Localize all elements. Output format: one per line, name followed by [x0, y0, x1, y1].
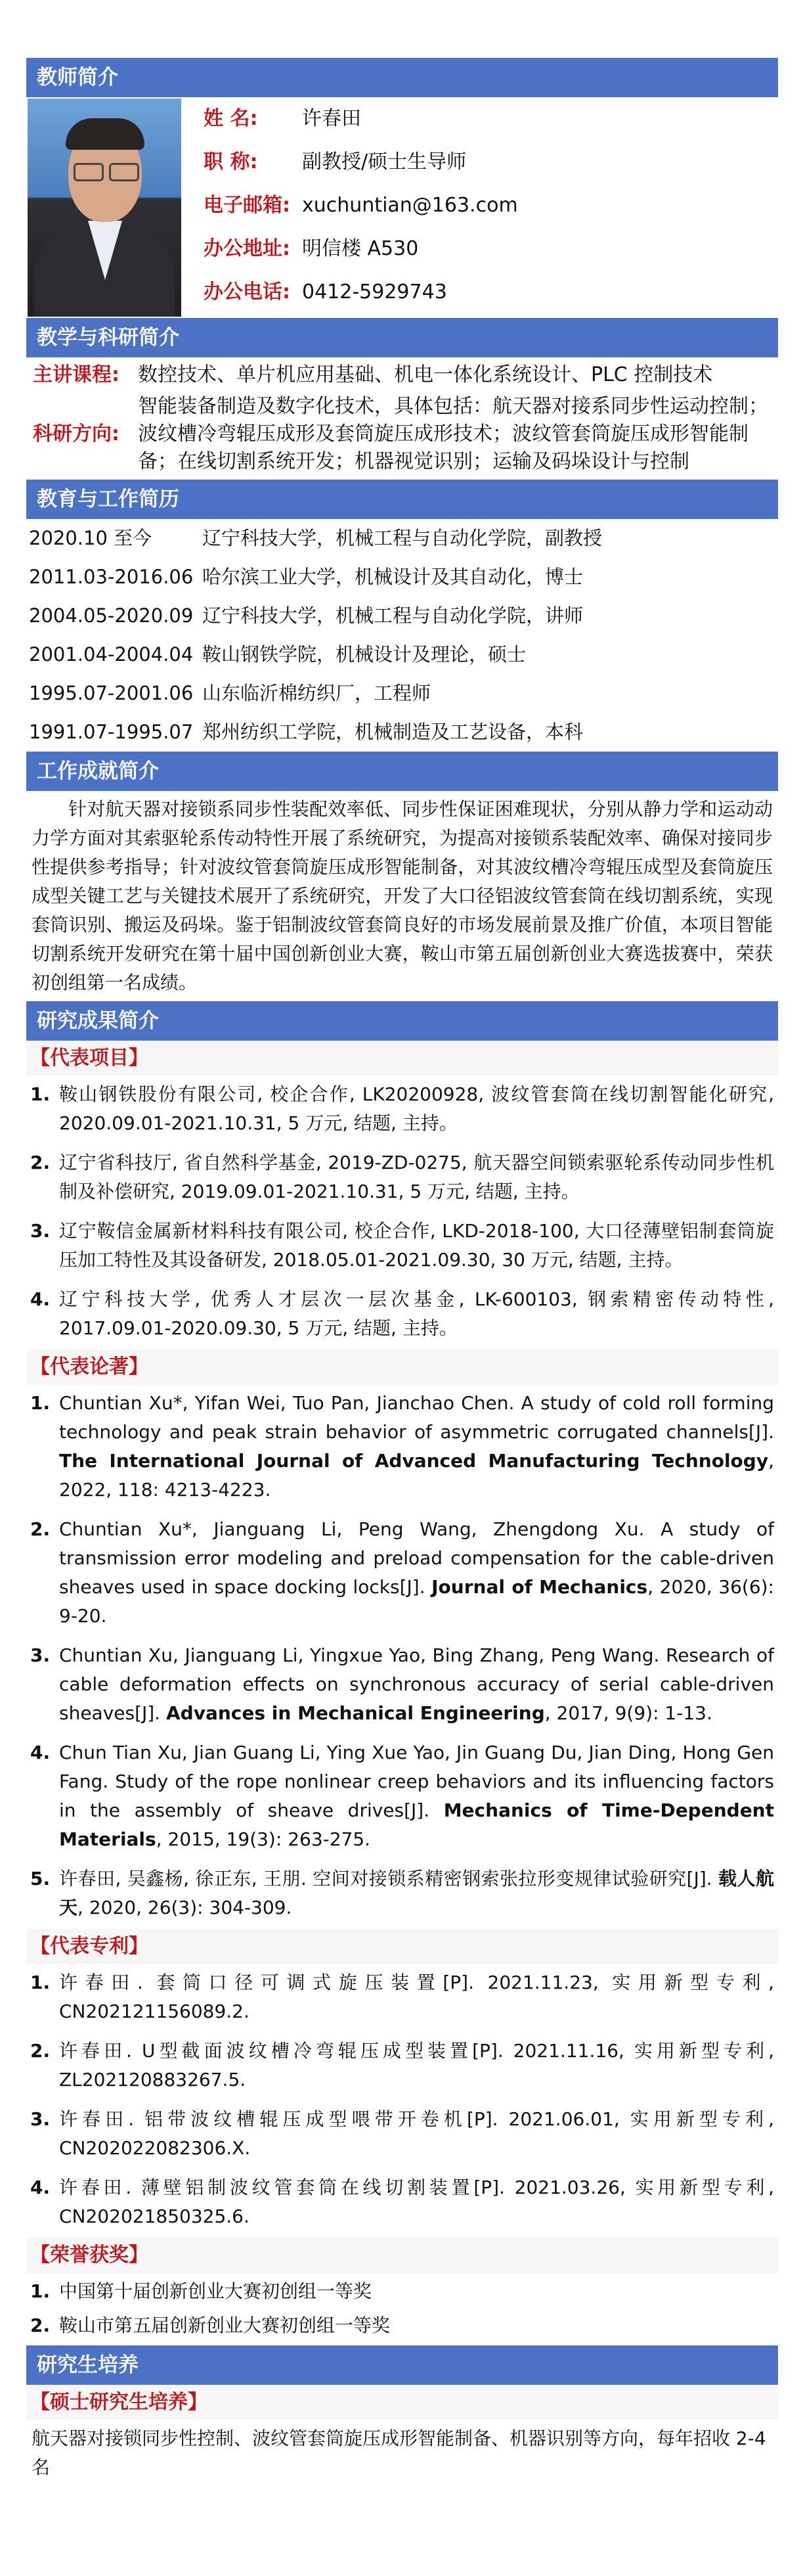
- list-item: 4. Chun Tian Xu, Jian Guang Li, Ying Xue Yao, Jin Guang Du, Jian Ding, Hong Gen Fang. Study of the rope nonlinear creep behaviors and its influencing factors in the assembly of sheave drives[J]. Mechanics of Time-Dependent Materials, 2015, 19(3): 263-275.: [30, 1742, 775, 1850]
- office-value: 明信楼 A530: [302, 237, 419, 260]
- papers-heading: 【代表论著】: [26, 1349, 778, 1385]
- list-item: 2. 辽宁省科技厅, 省自然科学基金, 2019-ZD-0275, 航天器空间锁索驱轮系传动同步性机制及补偿研究, 2019.09.01-2021.10.31, 5 万元, 结题, 主持。: [30, 1152, 774, 1202]
- education-row: 2011.03-2016.06 哈尔滨工业大学，机械设计及其自动化，博士: [29, 566, 584, 588]
- email-value[interactable]: xuchuntian@163.com: [302, 194, 518, 217]
- list-item: 1. 许春田. 套筒口径可调式旋压装置[P]. 2021.11.23, 实用新型专利, CN202121156089.2.: [30, 1972, 774, 2022]
- profile-info: [204, 97, 518, 314]
- papers-list: [26, 1385, 778, 1929]
- education-row: 1991.07-1995.07 郑州纺织工学院，机械制造及工艺设备，本科: [29, 721, 584, 743]
- teacher-photo: [28, 99, 181, 317]
- list-item: 5. 许春田, 吴鑫杨, 徐正东, 王朋. 空间对接锁系精密钢索张拉形变规律试验研究[J]. 载人航天, 2020, 26(3): 304-309.: [30, 1868, 774, 1918]
- achievement-text: 针对航天器对接锁系同步性装配效率低、同步性保证困难现状，分别从静力学和运动动力学方面对其索驱轮系传动特性开展了系统研究，为提高对接锁系装配效率、确保对接同步性提供参考指导；针对波纹管套筒旋压成形智能制备，对其波纹槽冷弯辊压成型及套筒旋压成型关键工艺与关键技术展开了系统研究，开发了大口径铝波纹管套筒在线切割系统，实现套筒识别、搬运及码垛。鉴于铝制波纹管套筒良好的市场发展前景及推广价值，本项目智能切割系统开发研究在第十届中国创新创业大赛，鞍山市第五届创新创业大赛选拔赛中，荣获初创组第一名成绩。: [32, 798, 773, 993]
- section-header-students: 研究生培养: [26, 2345, 778, 2385]
- master-students-text: 航天器对接锁同步性控制、波纹管套筒旋压成形智能制备、机器识别等方向，每年招收 2-4 名: [32, 2428, 766, 2478]
- education-row: 2004.05-2020.09 辽宁科技大学，机械工程与自动化学院，讲师: [29, 604, 584, 627]
- phone-value: 0412-5929743: [302, 281, 447, 304]
- list-item: 3. 许春田. 铝带波纹槽辊压成型喂带开卷机[P]. 2021.06.01, 实用新型专利, CN202022082306.X.: [30, 2108, 774, 2159]
- phone-label: 办公电话:: [204, 281, 290, 304]
- research-value: 智能装备制造及数字化技术，具体包括：航天器对接系同步性运动控制；波纹槽冷弯辊压成形及套筒旋压成形技术；波纹管套筒旋压成形智能制备；在线切割系统开发；机器视觉识别；运输及码垛设计与控制: [138, 395, 768, 473]
- patents-heading: 【代表专利】: [26, 1929, 778, 1964]
- name-value: 许春田: [302, 107, 361, 130]
- courses-row: [26, 357, 778, 389]
- courses-value: 数控技术、单片机应用基础、机电一体化系统设计、PLC 控制技术: [138, 363, 713, 386]
- list-item: 1. 中国第十届创新创业大赛初创组一等奖: [30, 2280, 372, 2302]
- education-row: 2020.10 至今 辽宁科技大学，机械工程与自动化学院，副教授: [29, 527, 603, 549]
- section-header-teaching: 教学与科研简介: [26, 318, 778, 357]
- patents-list: [26, 1964, 778, 2238]
- list-item: 2. 鞍山市第五届创新创业大赛初创组一等奖: [30, 2315, 391, 2336]
- section-header-education: 教育与工作简历: [26, 480, 778, 519]
- name-label: 姓 名:: [204, 107, 258, 130]
- title-value: 副教授/硕士生导师: [302, 150, 467, 173]
- honors-heading: 【荣誉获奖】: [26, 2238, 778, 2273]
- research-label: 科研方向:: [33, 422, 119, 445]
- list-item: 1. 鞍山钢铁股份有限公司, 校企合作, LK20200928, 波纹管套筒在线切割智能化研究, 2020.09.01-2021.10.31, 5 万元, 结题, 主持。: [30, 1083, 774, 1134]
- email-label: 电子邮箱:: [204, 194, 290, 217]
- projects-heading: 【代表项目】: [26, 1041, 778, 1076]
- list-item: 4. 许春田. 薄壁铝制波纹管套筒在线切割装置[P]. 2021.03.26, 实用新型专利, CN202021850325.6.: [30, 2177, 774, 2227]
- education-list: [26, 519, 778, 752]
- section-header-achievement: 工作成就简介: [26, 752, 778, 791]
- research-row: [26, 389, 778, 480]
- office-label: 办公地址:: [204, 237, 290, 260]
- education-row: 1995.07-2001.06 山东临沂棉纺织厂，工程师: [29, 682, 431, 704]
- courses-label: 主讲课程:: [33, 363, 119, 386]
- projects-list: [26, 1076, 778, 1349]
- section-header-results: 研究成果简介: [26, 1001, 778, 1041]
- section-header-intro: 教师简介: [26, 58, 778, 97]
- master-students-heading: 【硕士研究生培养】: [26, 2385, 778, 2420]
- list-item: 3. Chuntian Xu, Jianguang Li, Yingxue Yao, Bing Zhang, Peng Wang. Research of cable deformation effects on synchronous accuracy of serial cable-driven sheaves[J]. Advances in Mechanical Engineering, 2017, 9(9): 1-13.: [30, 1644, 774, 1724]
- list-item: 1. Chuntian Xu*, Yifan Wei, Tuo Pan, Jianchao Chen. A study of cold roll forming technology and peak strain behavior of asymmetric corrugated channels[J]. The International Journal of Advanced Manufacturing Technology, 2022, 118: 4213-4223.: [30, 1392, 774, 1501]
- list-item: 4. 辽宁科技大学, 优秀人才层次一层次基金, LK-600103, 钢索精密传动特性, 2017.09.01-2020.09.30, 5 万元, 结题, 主持。: [30, 1288, 774, 1339]
- list-item: 3. 辽宁鞍信金属新材料科技有限公司, 校企合作, LKD-2018-100, 大口径薄壁铝制套筒旋压加工特性及其设备研发, 2018.05.01-2021.09.30, 30 万元, 结题, 主持。: [30, 1220, 774, 1271]
- title-label: 职 称:: [204, 150, 258, 173]
- list-item: 2. Chuntian Xu*, Jianguang Li, Peng Wang, Zhengdong Xu. A study of transmission error modeling and preload compensation for the cable-driven sheaves used in space docking locks[J]. Journal of Mechanics, 2020, 36(6): 9-20.: [30, 1518, 775, 1627]
- profile-block: [26, 97, 778, 318]
- list-item: 2. 许春田. U型截面波纹槽冷弯辊压成型装置[P]. 2021.11.16, 实用新型专利, ZL202120883267.5.: [30, 2040, 774, 2090]
- education-row: 2001.04-2004.04 鞍山钢铁学院，机械设计及理论，硕士: [29, 643, 527, 666]
- teacher-profile-page: [26, 58, 778, 2486]
- honors-list: [26, 2273, 778, 2345]
